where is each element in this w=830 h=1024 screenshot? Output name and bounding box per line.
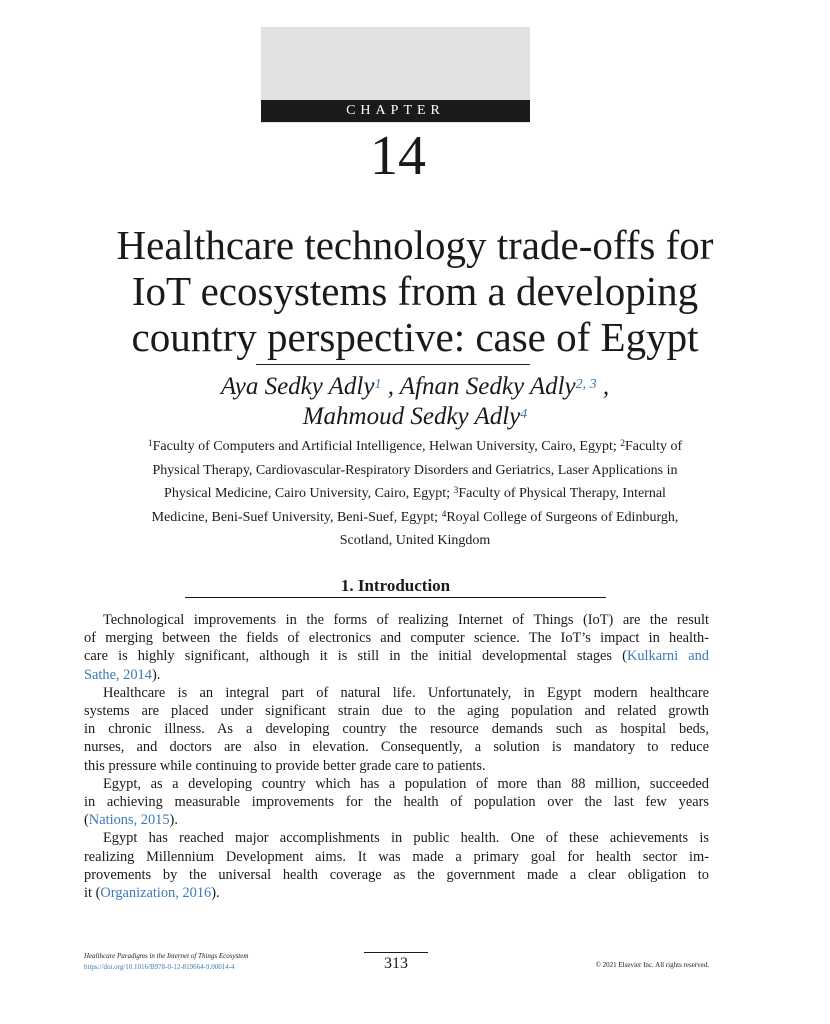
text-line: in achieving measurable improvements for the health of population over the last few years [84,794,709,811]
section-title: Introduction [357,576,451,595]
author-separator: , [596,373,610,400]
page-number: 313 [384,955,408,972]
title-rule [256,364,530,365]
page-number-rule [364,952,428,953]
text-line: nurses, and doctors are also in elevation. Consequently, a solution is mandatory to reduce [84,739,709,756]
text-line: in chronic illness. As a developing country the resource demands such as hospital beds, [84,721,709,738]
text-line: Sathe, 2014). [84,666,161,683]
text-line: (Nations, 2015). [84,812,178,829]
text-line: Healthcare is an integral part of natural life. Unfortunately, in Egypt modern healthcare [103,684,709,701]
affiliation-number: 4 [441,509,447,520]
title-line: IoT ecosystems from a developing [131,268,699,314]
section-number: 1. [340,576,354,595]
text-line: Technological improvements in the forms of realizing Internet of Things (IoT) are the result [103,612,709,628]
text-line: this pressure while continuing to provide better grade care to patients. [84,757,486,774]
doi-link[interactable]: https://doi.org/10.1016/B978-0-12-819664-9.00014-4 [84,963,235,971]
affiliation-text: Physical Medicine, Cairo University, Cairo, Egypt; [164,486,454,501]
author-name[interactable]: Mahmoud Sedky Adly [302,403,521,430]
affiliation-text: Faculty of Computers and Artificial Intelligence, Helwan University, Cairo, Egypt; [152,439,621,454]
text-line: of merging between the fields of electronics and computer science. The IoT’s impact in health- [84,630,709,647]
affiliation-text: Faculty of [624,439,683,454]
citation-link[interactable]: Sathe, 2014 [84,666,152,683]
affiliation-text: Scotland, United Kingdom [339,533,491,548]
text-line: provements by the universal health coverage as the government made a clear obligation to [84,866,709,883]
author-name[interactable]: Afnan Sedky Adly [399,373,576,400]
chapter-title [60,222,770,360]
section-heading [185,575,606,597]
affiliations [60,435,770,553]
body-text [84,611,709,902]
text-line: Egypt has reached major accomplishments in public health. One of these achievements is [103,830,709,847]
copyright-notice: © 2021 Elsevier Inc. All rights reserved. [595,961,709,969]
citation-link[interactable]: Nations, 2015 [88,812,170,829]
text-line: systems are placed under significant strain due to the aging population and related growth [84,703,709,720]
title-line: Healthcare technology trade-offs for [116,222,714,268]
journal-name: Healthcare Paradigms in the Internet of Things Ecosystem [84,952,249,960]
affiliation-number: 1 [147,439,153,449]
text-line: care is highly significant, although it is still in the initial developmental stages (Kulkarni and [84,648,709,665]
section-rule [185,597,606,598]
text-line: Egypt, as a developing country which has a population of more than 88 million, succeeded [103,775,709,792]
author-affiliation-ref[interactable]: 2, 3 [575,377,597,392]
citation-link[interactable]: Organization, 2016 [100,885,212,902]
affiliation-text: Medicine, Beni-Suef University, Beni-Suef, Egypt; [151,509,442,525]
affiliation-text: Royal College of Surgeons of Edinburgh, [446,509,679,525]
author-affiliation-ref[interactable]: 1 [374,377,382,392]
title-line: country perspective: case of Egypt [131,314,699,360]
author-list [60,372,770,432]
affiliation-number: 3 [453,486,459,496]
text-line: realizing Millennium Development aims. It was made a primary goal for health sector im- [84,848,709,865]
author-affiliation-ref[interactable]: 4 [520,407,528,422]
chapter-label: CHAPTER [261,100,530,122]
text-line: it (Organization, 2016). [84,885,220,902]
citation-link[interactable]: Kulkarni and [626,648,709,665]
affiliation-text: Physical Therapy, Cardiovascular-Respiratory Disorders and Geriatrics, Laser Applications in [152,462,678,478]
chapter-number: 14 [370,125,426,187]
affiliation-text: Faculty of Physical Therapy, Internal [458,486,666,501]
author-name[interactable]: Aya Sedky Adly [220,373,375,400]
footer-source [84,951,248,973]
author-separator: , [381,373,400,400]
affiliation-number: 2 [620,439,625,449]
